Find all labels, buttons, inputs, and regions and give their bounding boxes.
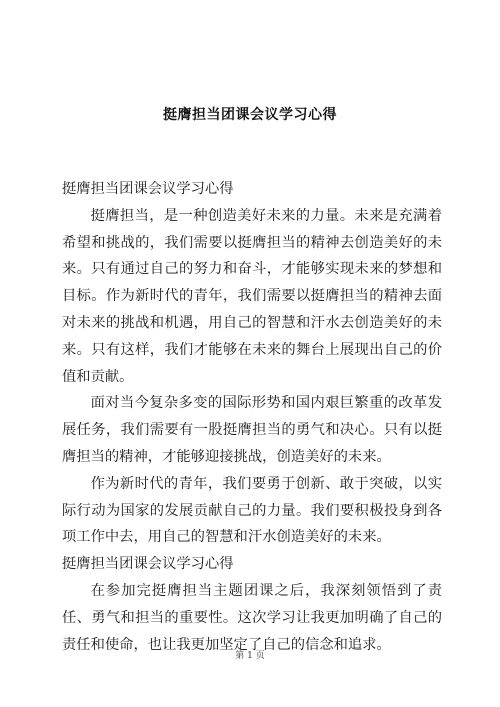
body-paragraph: 作为新时代的青年，我们要勇于创新、敢于突破，以实际行动为国家的发展贡献自己的力量。我们要积极投身到各项工作中去，用自己的智慧和汗水创造美好的未来。 [62, 475, 442, 546]
body-paragraph: 挺膺担当，是一种创造美好未来的力量。未来是充满着希望和挑战的，我们需要以挺膺担当的精神去创造美好的未来。只有通过自己的努力和奋斗，才能够实现未来的梦想和目标。作为新时代的青年，我们需要以挺膺担当的精神去面对未来的挑战和机遇，用自己的智慧和汗水去创造美好的未来。只有这样，我们才能够在未来的舞台上展现出自己的价值和贡献。 [62, 207, 442, 385]
section-heading: 挺膺担当团课会议学习心得 [62, 556, 234, 573]
body-paragraph: 在参加完挺膺担当主题团课之后，我深刻领悟到了责任、勇气和担当的重要性。这次学习让我更加明确了自己的责任和使命，也让我更加坚定了自己的信念和追求。 [62, 582, 442, 653]
document-title: 挺膺担当团课会议学习心得 [163, 107, 337, 123]
section-heading: 挺膺担当团课会议学习心得 [62, 181, 234, 197]
body-paragraph: 面对当今复杂多变的国际形势和国内艰巨繁重的改革发展任务，我们需要有一股挺膺担当的勇气和决心。只有以挺膺担当的精神，才能够迎接挑战，创造美好的未来。 [62, 395, 442, 465]
page-number: 第 1 页 [235, 651, 265, 661]
document-body [62, 176, 442, 658]
